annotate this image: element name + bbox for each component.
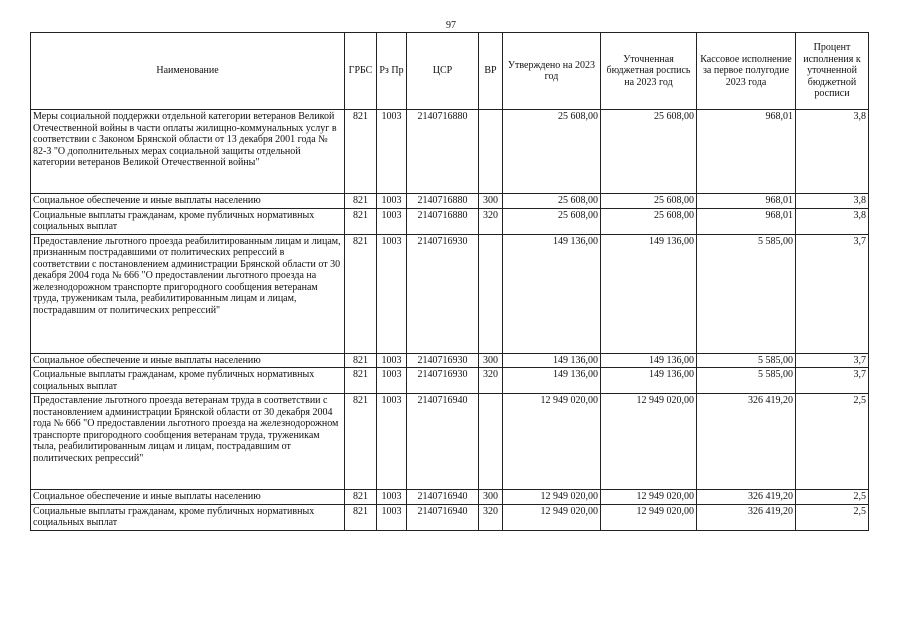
table-row [31,394,869,490]
row-cash: 968,01 [697,194,796,209]
row-vr: 320 [479,208,503,234]
row-grbs: 821 [345,110,377,194]
row-percent: 3,7 [796,234,869,353]
row-approved: 25 608,00 [503,208,601,234]
row-approved: 149 136,00 [503,234,601,353]
row-rzpr: 1003 [377,194,407,209]
row-rzpr: 1003 [377,504,407,530]
budget-table [30,32,869,531]
row-vr: 300 [479,353,503,368]
table-row [31,208,869,234]
page-number: 97 [446,20,456,31]
row-grbs: 821 [345,234,377,353]
row-cash: 968,01 [697,110,796,194]
row-percent: 3,7 [796,353,869,368]
table-header-row [31,33,869,110]
row-rzpr: 1003 [377,234,407,353]
row-refined: 25 608,00 [601,194,697,209]
row-approved: 12 949 020,00 [503,490,601,505]
row-name: Социальное обеспечение и иные выплаты населению [31,194,345,209]
row-rzpr: 1003 [377,490,407,505]
row-approved: 25 608,00 [503,194,601,209]
row-refined: 149 136,00 [601,353,697,368]
row-vr: 300 [479,490,503,505]
row-rzpr: 1003 [377,208,407,234]
row-csr: 2140716880 [407,194,479,209]
row-grbs: 821 [345,504,377,530]
row-name: Социальные выплаты гражданам, кроме публичных нормативных социальных выплат [31,504,345,530]
row-name: Социальные выплаты гражданам, кроме публичных нормативных социальных выплат [31,208,345,234]
row-grbs: 821 [345,368,377,394]
row-approved: 12 949 020,00 [503,394,601,490]
row-cash: 968,01 [697,208,796,234]
row-grbs: 821 [345,490,377,505]
row-rzpr: 1003 [377,110,407,194]
header-name: Наименование [31,33,345,110]
row-cash: 326 419,20 [697,490,796,505]
row-vr [479,110,503,194]
row-name: Социальное обеспечение и иные выплаты населению [31,490,345,505]
table-row [31,490,869,505]
row-csr: 2140716930 [407,353,479,368]
row-refined: 12 949 020,00 [601,504,697,530]
row-csr: 2140716880 [407,110,479,194]
row-percent: 2,5 [796,504,869,530]
row-approved: 149 136,00 [503,368,601,394]
row-cash: 326 419,20 [697,394,796,490]
header-csr: ЦСР [407,33,479,110]
row-approved: 12 949 020,00 [503,504,601,530]
row-name: Предоставление льготного проезда реабилитированным лицам и лицам, признанным пострадавшими от политических репрессий в соответствии с постановлением администрации Брянской области от 30 декабря 2004 года № 666 "О предоставлении льготного проезда на железнодорожном транспорте пригородного сообщения ветеранам труда, труженикам тыла, реабилитированным лицам и лицам, пострадавшим от политических репрессий" [31,234,345,353]
row-vr: 320 [479,504,503,530]
header-rzpr: Рз Пр [377,33,407,110]
table-row [31,194,869,209]
row-grbs: 821 [345,353,377,368]
row-rzpr: 1003 [377,368,407,394]
row-csr: 2140716880 [407,208,479,234]
row-refined: 25 608,00 [601,110,697,194]
row-refined: 12 949 020,00 [601,490,697,505]
row-vr: 300 [479,194,503,209]
header-grbs: ГРБС [345,33,377,110]
row-percent: 2,5 [796,490,869,505]
header-cash: Кассовое исполнение за первое полугодие 2023 года [697,33,796,110]
header-refined: Уточненная бюджетная роспись на 2023 год [601,33,697,110]
row-name: Меры социальной поддержки отдельной категории ветеранов Великой Отечественной войны в части оплаты жилищно-коммунальных услуг в соответствии с Законом Брянской области от 13 декабря 2001 года № 82-З "О дополнительных мерах социальной защиты отдельной категории ветеранов Великой Отечественной войны" [31,110,345,194]
row-rzpr: 1003 [377,353,407,368]
row-cash: 326 419,20 [697,504,796,530]
row-percent: 3,8 [796,194,869,209]
row-vr [479,234,503,353]
row-csr: 2140716930 [407,234,479,353]
row-refined: 149 136,00 [601,234,697,353]
header-percent: Процент исполнения к уточненной бюджетной росписи [796,33,869,110]
row-percent: 3,8 [796,110,869,194]
row-approved: 25 608,00 [503,110,601,194]
row-grbs: 821 [345,194,377,209]
row-cash: 5 585,00 [697,234,796,353]
row-grbs: 821 [345,394,377,490]
row-cash: 5 585,00 [697,368,796,394]
row-csr: 2140716940 [407,504,479,530]
row-percent: 3,8 [796,208,869,234]
table-row [31,110,869,194]
row-refined: 149 136,00 [601,368,697,394]
row-refined: 25 608,00 [601,208,697,234]
row-percent: 3,7 [796,368,869,394]
row-cash: 5 585,00 [697,353,796,368]
row-percent: 2,5 [796,394,869,490]
table-row [31,368,869,394]
row-grbs: 821 [345,208,377,234]
header-vr: ВР [479,33,503,110]
row-csr: 2140716930 [407,368,479,394]
row-name: Предоставление льготного проезда ветеранам труда в соответствии с постановлением администрации Брянской области от 30 декабря 2004 года № 666 "О предоставлении льготного проезда на железнодорожном транспорте пригородного сообщения ветеранам труда, труженикам тыла, реабилитированным лицам и лицам, пострадавшим от политических репрессий" [31,394,345,490]
row-approved: 149 136,00 [503,353,601,368]
row-csr: 2140716940 [407,394,479,490]
row-rzpr: 1003 [377,394,407,490]
row-name: Социальные выплаты гражданам, кроме публичных нормативных социальных выплат [31,368,345,394]
row-csr: 2140716940 [407,490,479,505]
row-vr [479,394,503,490]
table-row [31,353,869,368]
row-name: Социальное обеспечение и иные выплаты населению [31,353,345,368]
header-approved: Утверждено на 2023 год [503,33,601,110]
table-row [31,234,869,353]
row-vr: 320 [479,368,503,394]
table-row [31,504,869,530]
row-refined: 12 949 020,00 [601,394,697,490]
